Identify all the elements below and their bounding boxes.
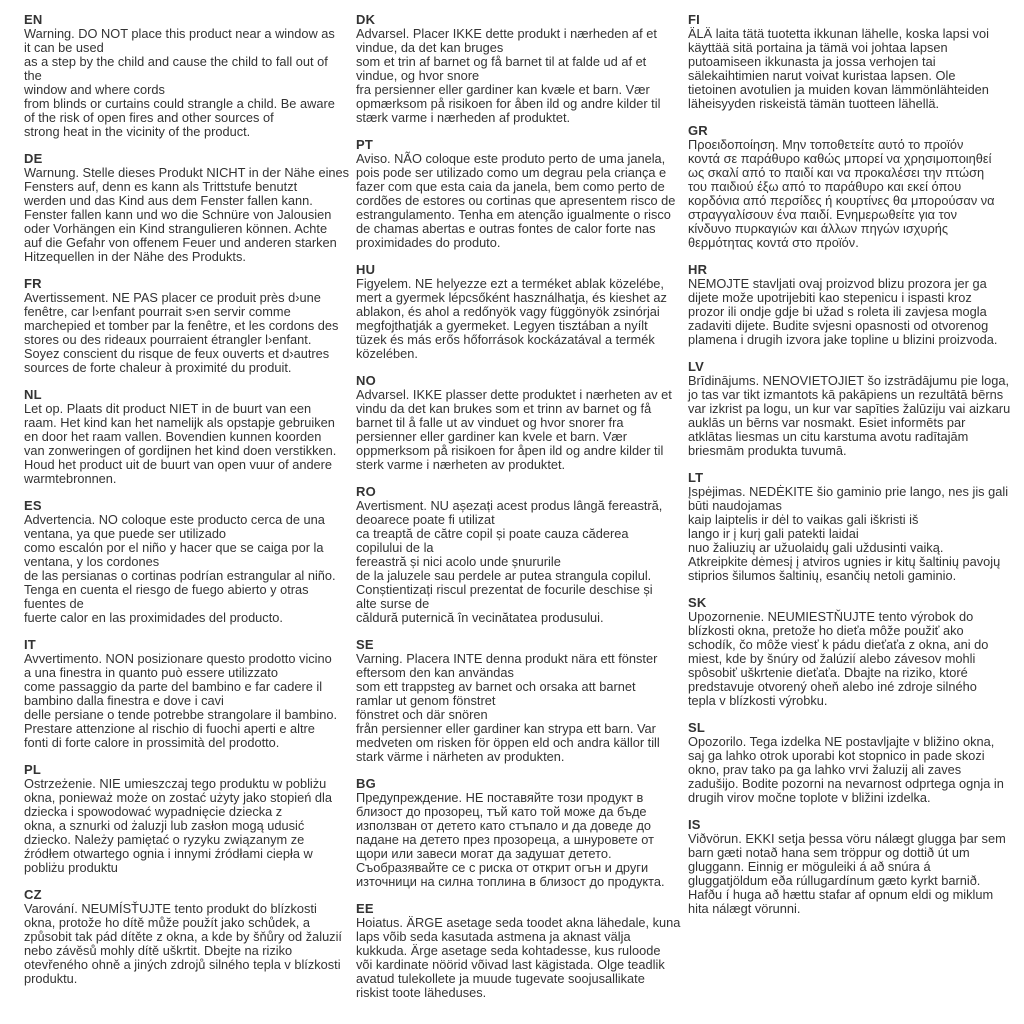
language-code: EN — [24, 12, 43, 27]
warning-text-line: θερμότητας κοντά στο προϊόν. — [688, 235, 859, 250]
warning-text-line: fereastră și nici acolo unde șnururile — [356, 554, 561, 569]
warning-column-1 — [24, 12, 350, 1013]
warning-text-line: barnet til å falle ut av vinduet og hvor snorer fra — [356, 415, 624, 430]
language-section-NL — [24, 388, 336, 486]
warning-text-line: pois pode ser utilizado como um degrau pela criança e — [356, 165, 667, 180]
warning-text-line: prozor ili ondje gdje bi užad s roleta ili zavjesa mogla — [688, 304, 987, 319]
warning-text-line: fönstret och där snören — [356, 707, 488, 722]
language-section-HR — [688, 263, 1000, 347]
warning-text-line: från persienner eller gardiner kan strypa ett barn. Var — [356, 721, 656, 736]
warning-text-line: nuo žaliuzių ar užuolaidų gali uždusinti vaiką. — [688, 540, 944, 555]
warning-text-line: ablakon, és ahol a redőnyök vagy függönyök zsinórjai — [356, 304, 660, 319]
warning-text-line: tüzek és más erős hőforrások kockázatával a termék — [356, 332, 655, 347]
warning-text-line: jo tas var tikt izmantots kā pakāpiens un rezultātā bērns — [688, 387, 1004, 402]
warning-text-line: window and where cords — [24, 82, 165, 97]
language-code: NL — [24, 387, 42, 402]
warning-text-line: miest, kde by šnúry od žalúzií alebo závesov mohli — [688, 651, 976, 666]
warning-text-line: bambino dalla finestra e dove i cavi — [24, 693, 224, 708]
warning-text-line: Fensters auf, denn es kann als Trittstufe benutzt — [24, 179, 298, 194]
language-section-GR — [688, 124, 1000, 250]
warning-text-line: som et trin af barnet og få barnet til at falde ud af et — [356, 54, 647, 69]
language-section-PL — [24, 763, 336, 875]
warning-text-line: близост до прозорец, тъй като той може да бъде — [356, 804, 647, 819]
warning-text-line: kukkuda. Ärge asetage seda kohtadesse, kus ruloode — [356, 943, 661, 958]
warning-text-line: Hoiatus. ÄRGE asetage seda toodet akna lähedale, kuna — [356, 915, 681, 930]
warning-text-line: plamena i drugih izvora jake topline u blizini proizvoda. — [688, 332, 998, 347]
warning-text-line: okna, ponieważ może on zostać użyty jako stopień dla — [24, 790, 333, 805]
warning-text-line: Houd het product uit de buurt van open vuur of andere — [24, 457, 333, 472]
warning-text-line: źródłem otwartego ognia i innymi źródłami ciepła w — [24, 846, 313, 861]
warning-text-line: avatud tulekollete ja muude tugevate soojusallikate — [356, 971, 645, 986]
warning-text-line: deoarece poate fi utilizat — [356, 512, 495, 527]
warning-text-line: Tenga en cuenta el riesgo de fuego abierto y otras — [24, 582, 309, 597]
warning-text-line: strong heat in the vicinity of the product. — [24, 124, 251, 139]
warning-text-line: van zonweringen of gordijnen het kind doen verstikken. — [24, 443, 337, 458]
warning-text-line: Warning. DO NOT place this product near a window as — [24, 26, 335, 41]
language-code: PT — [356, 137, 374, 152]
warning-text-line: auf die Gefahr von offenem Feuer und anderen starken — [24, 235, 337, 250]
warning-text-line: laps võib seda kasutada astmena ja aknast välja — [356, 929, 631, 944]
warning-text-line: Conștientizați riscul prezentat de focurile deschise și — [356, 582, 653, 597]
warning-text-line: barn gæti notað hana sem tröppur og dottið út um — [688, 845, 970, 860]
warning-text-line: sources de forte chaleur à proximité du produit. — [24, 360, 292, 375]
warning-text-line: Advarsel. IKKE plasser dette produktet i nærheten av et — [356, 387, 672, 402]
warning-text-line: източници на силна топлина в близост до продукта. — [356, 874, 665, 889]
warning-text-line: sälekaihtimien narut voivat kuristaa lapsen. Ole — [688, 68, 956, 83]
warning-text-line: κοντά σε παράθυρο καθώς μπορεί να χρησιμοποιηθεί — [688, 151, 992, 166]
language-section-FI — [688, 13, 1000, 111]
warning-text-line: fonti di forte calore in prossimità del prodotto. — [24, 735, 280, 750]
warning-text-line: κίνδυνο πυρκαγιών και άλλων πηγών ισχυρής — [688, 221, 949, 236]
language-section-RO — [356, 485, 668, 625]
warning-text-line: como escalón por el niño y hacer que se caiga por la — [24, 540, 324, 555]
warning-text-line: stærk varme i nærheden af produktet. — [356, 110, 571, 125]
warning-text-line: fuentes de — [24, 596, 84, 611]
language-section-HU — [356, 263, 668, 361]
warning-text-line: Advarsel. Placer IKKE dette produkt i nærheden af et — [356, 26, 657, 41]
language-code: CZ — [24, 887, 42, 902]
language-code: GR — [688, 123, 708, 138]
warning-text-line: som ett trappsteg av barnet och orsaka att barnet — [356, 679, 636, 694]
warning-text-line: okna, a sznurki od żaluzji lub zasłon mogą udusić — [24, 818, 305, 833]
warning-text-line: Opozorilo. Tega izdelka NE postavljajte v bližino okna, — [688, 734, 995, 749]
warning-text-line: Fenster fallen kann und wo die Schnüre von Jalousien — [24, 207, 332, 222]
warning-text-line: auklās un bērns var nosmakt. Esiet informēts par — [688, 415, 966, 430]
language-code: DE — [24, 151, 43, 166]
warning-text-line: as a step by the child and cause the child to fall out of — [24, 54, 328, 69]
warning-text-line: it can be used — [24, 40, 104, 55]
warning-text-line: warmtebronnen. — [24, 471, 117, 486]
warning-text-line: Ostrzeżenie. NIE umieszczaj tego produktu w pobliżu — [24, 776, 327, 791]
language-code: RO — [356, 484, 376, 499]
warning-text-line: sterk varme i nærheten av produktet. — [356, 457, 566, 472]
warning-text-line: the — [24, 68, 42, 83]
warning-text-line: saj ga lahko otrok uporabi kot stopnico in pade skozi — [688, 748, 985, 763]
warning-text-line: zadušijo. Bodite pozorni na nevarnost odprtega ognja in — [688, 776, 1004, 791]
language-code: IS — [688, 817, 701, 832]
warning-text-line: Brīdinājums. NENOVIETOJIET šo izstrādājumu pie loga, — [688, 373, 1009, 388]
warning-text-line: Varning. Placera INTE denna produkt nära ett fönster — [356, 651, 658, 666]
warning-text-line: schodík, čo môže viesť k pádu dieťaťa z okna, ani do — [688, 637, 989, 652]
warning-text-line: vindue, og hvor snore — [356, 68, 480, 83]
warning-text-line: produktu. — [24, 971, 78, 986]
warning-text-line: ÄLÄ laita tätä tuotetta ikkunan lähelle, koska lapsi voi — [688, 26, 989, 41]
warning-text-line: Hitzequellen in der Nähe des Produkts. — [24, 249, 246, 264]
warning-text-line: stark värme i närheten av produkten. — [356, 749, 565, 764]
language-section-IS — [688, 817, 1006, 916]
warning-text-line: του παιδιού έξω από το παράθυρο και εκεί όπου — [688, 179, 962, 194]
language-code: LT — [688, 470, 704, 485]
warning-text-line: oder Vorhängen ein Kind strangulieren können. Achte — [24, 221, 328, 236]
warning-text-line: gluggann. Einnig er möguleiki á að snúra á — [688, 859, 931, 874]
warning-text-line: blízkosti okna, pretože ho dieťa môže použiť ako — [688, 623, 964, 638]
language-section-LT — [688, 470, 1009, 583]
warning-text-line: vindue, da det kan bruges — [356, 40, 504, 55]
warning-text-line: Advertencia. NO coloque este producto cerca de una — [24, 512, 325, 527]
warning-text-line: Upozornenie. NEUMIESTŇUJTE tento výrobok do — [688, 609, 974, 624]
language-section-SE — [356, 638, 668, 764]
warning-text-line: nebo závěsů mohly dítě uškrtit. Dbejte na riziko — [24, 943, 293, 958]
warning-text-line: come passaggio da parte del bambino e far cadere il — [24, 679, 323, 694]
warning-text-line: ramlar ut genom fönstret — [356, 693, 496, 708]
warning-text-line: στραγγαλίσουν ένα παιδί. Ενημερωθείτε για τον — [688, 207, 958, 222]
language-code: HR — [688, 262, 708, 277]
language-section-IT — [24, 638, 336, 750]
warning-text-line: zadaviti dijete. Budite svjesni opasnosti od otvorenog — [688, 318, 989, 333]
warning-text-line: estrangulamento. Tenha em atenção igualmente o risco — [356, 207, 671, 222]
warning-text-line: cordões de estores ou cortinas que apresentem risco de — [356, 193, 676, 208]
warning-text-line: drugih virov močne toplote v bližini izdelka. — [688, 790, 931, 805]
warning-text-line: dziecka i spowodować wypadnięcie dziecka z — [24, 804, 283, 819]
language-section-LV — [688, 359, 1011, 458]
language-code: SL — [688, 720, 706, 735]
warning-text-line: okna, protože ho dítě může použít jako schůdek, a — [24, 915, 310, 930]
warning-text-line: okno, prav tako pa ga lahko vrvi žaluzij ali zaves — [688, 762, 962, 777]
warning-text-line: eftersom den kan användas — [356, 665, 514, 680]
warning-text-line: oppmerksom på risikoen for åpen ild og andre kilder til — [356, 443, 664, 458]
warning-text-line: използван от детето като стъпало и да доведе до — [356, 818, 652, 833]
warning-text-line: en door het raam vallen. Bovendien kunnen koorden — [24, 429, 322, 444]
warning-text-line: raam. Het kind kan het namelijk als opstapje gebruiken — [24, 415, 335, 430]
warning-text-line: de las persianas o cortinas podrían estrangular al niño. — [24, 568, 336, 583]
warning-text-line: spôsobiť uškrtenie dieťaťa. Dbajte na riziko, ktoré — [688, 665, 968, 680]
warning-text-line: Įspėjimas. NEDĖKITE šio gaminio prie lango, nes jis gali — [688, 484, 1009, 499]
warning-text-line: Съобразявайте се с риска от открит огън и други — [356, 860, 649, 875]
warning-text-line: Hafðu í huga að hættu stafar af opnum eldi og miklum — [688, 887, 994, 902]
language-code: SK — [688, 595, 707, 610]
warning-text-line: mert a gyermek lépcsőként használhatja, és kieshet az — [356, 290, 667, 305]
warning-text-line: Prestare attenzione al rischio di fuochi aperti e altre — [24, 721, 315, 736]
warning-text-line: dijete može upotrijebiti kao stepenicu i ispasti kroz — [688, 290, 972, 305]
warning-text-line: medveten om risken för öppen eld och andra källor till — [356, 735, 660, 750]
warning-text-line: vindu da det kan brukes som et trinn av barnet og få — [356, 401, 652, 416]
warning-text-line: a una finestra in quanto può essere utilizzato — [24, 665, 278, 680]
warning-text-line: otevřeného ohně a jiných zdrojů silného tepla v blízkosti — [24, 957, 341, 972]
warning-text-line: Aviso. NÃO coloque este produto perto de uma janela, — [356, 151, 666, 166]
warning-text-line: putoamiseen ikkunasta ja jossa verhojen tai — [688, 54, 936, 69]
warning-text-line: stores ou des rideaux pourraient étrangler l›enfant. — [24, 332, 312, 347]
warning-text-line: közelében. — [356, 346, 418, 361]
warning-text-line: või kardinate nöörid võivad last kägistada. Olge teadlik — [356, 957, 665, 972]
warning-text-line: Atkreipkite dėmesį į atviros ugnies ir kitų šaltinių pavojų — [688, 554, 1001, 569]
warning-text-line: pobliżu produktu — [24, 860, 118, 875]
warning-text-line: Figyelem. NE helyezze ezt a terméket ablak közelébe, — [356, 276, 664, 291]
language-section-SK — [688, 596, 1000, 708]
language-section-NO — [356, 373, 672, 472]
language-code: SE — [356, 637, 374, 652]
language-section-EE — [356, 901, 681, 1000]
language-code: HU — [356, 262, 376, 277]
warning-text-line: căldură puternică în vecinătatea produsului. — [356, 610, 604, 625]
warning-text-line: NEMOJTE stavljati ovaj proizvod blizu prozora jer ga — [688, 276, 987, 291]
language-code: FR — [24, 276, 42, 291]
warning-text-line: ventana, y los cordones — [24, 554, 160, 569]
warning-text-line: Viðvörun. EKKI setja þessa vöru nálægt glugga þar sem — [688, 831, 1006, 846]
warning-text-line: riskist toote läheduses. — [356, 985, 487, 1000]
language-section-SL — [688, 720, 1004, 805]
warning-text-line: падане на детето през прозореца, а шнуровете от — [356, 832, 654, 847]
language-code: FI — [688, 12, 700, 27]
warning-text-line: Let op. Plaats dit product NIET in de buurt van een — [24, 401, 312, 416]
warning-text-line: megfojthatják a gyermeket. Legyen tisztában a nyílt — [356, 318, 648, 333]
warning-text-line: opmærksom på risikoen for åben ild og andre kilder til — [356, 96, 661, 111]
language-code: DK — [356, 12, 376, 27]
language-code: BG — [356, 776, 376, 791]
language-code: ES — [24, 498, 42, 513]
warning-text-line: copilului de la — [356, 540, 434, 555]
language-code: LV — [688, 359, 705, 374]
warning-text-line: Προειδοποίηση. Μην τοποθετείτε αυτό το προϊόν — [688, 137, 964, 152]
language-code: NO — [356, 373, 376, 388]
warning-text-line: de la jaluzele sau perdele ar putea strangula copilul. — [356, 568, 652, 583]
warning-text-line: of the risk of open fires and other sources of — [24, 110, 274, 125]
warning-text-line: stiprios šilumos šaltinių, esančių netoli gaminio. — [688, 568, 957, 583]
warning-text-line: Varování. NEUMÍSŤUJTE tento produkt do blízkosti — [24, 901, 317, 916]
language-section-CZ — [24, 887, 342, 986]
warning-text-line: werden und das Kind aus dem Fenster fallen kann. — [24, 193, 313, 208]
language-section-FR — [24, 276, 339, 375]
language-code: PL — [24, 762, 42, 777]
warning-text-line: lango ir į kurį gali patekti laidai — [688, 526, 859, 541]
warning-text-line: ως σκαλί από το παιδί και να προκαλέσει την πτώση — [688, 165, 985, 180]
warning-text-line: κορδόνια από περσίδες ή κουρτίνες θα μπορούσαν να — [688, 193, 995, 208]
warning-text-line: de chamas abertas e outras fontes de calor forte nas — [356, 221, 656, 236]
language-section-ES — [24, 499, 336, 625]
warning-text-line: marchepied et tomber par la fenêtre, et les cordons des — [24, 318, 339, 333]
warning-text-line: způsobit tak pád dítěte z okna, a kde by šňůry od žaluzií — [24, 929, 342, 944]
warning-text-line: fenêtre, car l›enfant pourrait s›en servir comme — [24, 304, 291, 319]
warning-text-line: ca treaptă de către copil și poate cauza căderea — [356, 526, 629, 541]
warning-text-line: from blinds or curtains could strangle a child. Be aware — [24, 96, 335, 111]
warning-text-line: būti naudojamas — [688, 498, 782, 513]
language-code: EE — [356, 901, 374, 916]
warning-text-line: persienner eller gardiner kan kvele et barn. Vær — [356, 429, 628, 444]
language-section-PT — [356, 137, 676, 250]
warning-text-line: proximidades do produto. — [356, 235, 501, 250]
language-code: IT — [24, 637, 36, 652]
warning-text-line: ventana, ya que puede ser utilizado — [24, 526, 227, 541]
warning-text-line: fazer com que esta caia da janela, bem como perto de — [356, 179, 665, 194]
warning-text-line: tepla v blízkosti výrobku. — [688, 693, 828, 708]
warning-text-line: dziecko. Należy pamiętać o ryzyku związanym ze — [24, 832, 305, 847]
warning-text-line: Avvertimento. NON posizionare questo prodotto vicino — [24, 651, 332, 666]
warning-text-line: tietoinen avotulien ja muiden kovan lämmönlähteiden — [688, 82, 989, 97]
warning-text-line: käyttää sitä portaina ja tämä voi johtaa lapsen — [688, 40, 948, 55]
language-section-DE — [24, 151, 350, 264]
warning-text-line: Warnung. Stelle dieses Produkt NICHT in der Nähe eines — [24, 165, 350, 180]
warning-text-line: atklātas liesmas un citu karstuma avotu radītajām — [688, 429, 969, 444]
language-section-EN — [24, 13, 336, 139]
warning-text-line: Предупреждение. НЕ поставяйте този продукт в — [356, 790, 644, 805]
warning-text-line: delle persiane o tende potrebbe strangolare il bambino. — [24, 707, 338, 722]
warning-text-line: kaip laiptelis ir dėl to vaikas gali iškristi iš — [688, 512, 919, 527]
warning-text-line: var izkrist pa logu, un kur var sapīties žalūziju vai aizkaru — [688, 401, 1011, 416]
warning-text-line: fra persienner eller gardiner kan kvæle et barn. Vær — [356, 82, 650, 97]
warning-text-line: Soyez conscient du risque de feux ouverts et d›autres — [24, 346, 330, 361]
warning-text-line: щори или завеси могат да задушат детето. — [356, 846, 612, 861]
warning-column-3 — [688, 12, 1011, 1013]
warning-text-line: Avertissement. NE PAS placer ce produit près d›une — [24, 290, 321, 305]
warning-text-line: Avertisment. NU așezați acest produs lângă fereastră, — [356, 498, 663, 513]
warning-text-line: gluggatjöldum eða rúllugardínum gæto kyrkt barnið. — [688, 873, 981, 888]
warning-text-line: predstavuje otvorený oheň alebo iné zdroje silného — [688, 679, 977, 694]
warning-text-line: fuerte calor en las proximidades del producto. — [24, 610, 283, 625]
warning-column-2 — [356, 12, 681, 1013]
language-section-DK — [356, 13, 668, 125]
language-section-BG — [356, 777, 668, 889]
warning-text-line: alte surse de — [356, 596, 430, 611]
warning-text-line: briesmām produkta tuvumā. — [688, 443, 847, 458]
warning-text-line: hita nálægt vörunni. — [688, 901, 801, 916]
warning-text-line: läheisyyden riskeistä tämän tuotteen lähellä. — [688, 96, 940, 111]
